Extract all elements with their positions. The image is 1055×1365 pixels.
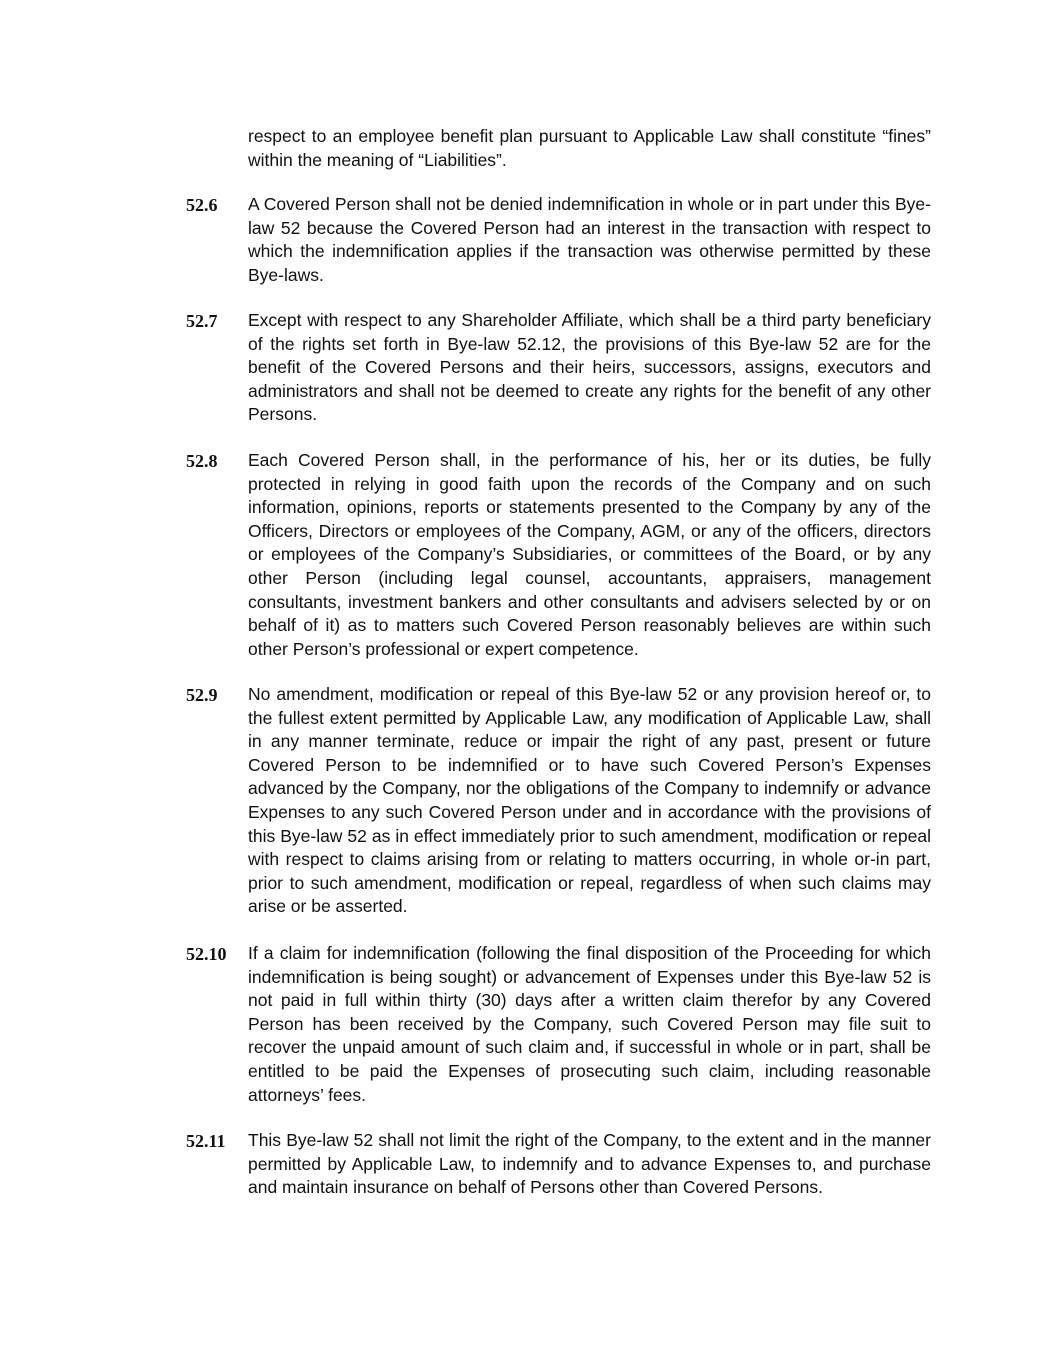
section-text: No amendment, modification or repeal of this Bye-law 52 or any provision hereof or, to the fullest extent permitted by Applicable Law, any modification of Applicable Law, shall in any manner terminate, reduce or impair the right of any past, present or future Covered Person to be indemnified or to have such Covered Person’s Expenses advanced by the Company, nor the obligations of the Company to indemnify or advance Expenses to any such Covered Person under and in accordance with the provisions of this Bye-law 52 as in effect immediately prior to such amendment, modification or repeal with respect to claims arising from or relating to matters occurring, in whole or-in part, prior to such amendment, modification or repeal, regardless of when such claims may arise or be asserted. bbox=[248, 684, 931, 917]
section-text: Each Covered Person shall, in the performance of his, her or its duties, be fully protected in relying in good faith upon the records of the Company and on such information, opinions, reports or statements presented to the Company by any of the Officers, Directors or employees of the Company, AGM, or any of the officers, directors or employees of the Company’s Subsidiaries, or committees of the Board, or by any other Person (including legal counsel, accountants, appraisers, management consultants, investment bankers and other consultants and advisers selected by or on behalf of it) as to matters such Covered Person reasonably believes are within such other Person’s professional or expert competence. bbox=[248, 450, 931, 659]
section-number: 52.6 bbox=[186, 195, 218, 215]
section-text: A Covered Person shall not be denied indemnification in whole or in part under this Bye-law 52 because the Covered Person had an interest in the transaction with respect to which the indemnification applies if the transaction was otherwise permitted by these Bye-laws. bbox=[248, 194, 931, 285]
section-number: 52.7 bbox=[186, 311, 218, 331]
section-number: 52.10 bbox=[186, 944, 227, 964]
section-text: If a claim for indemnification (following the final disposition of the Proceeding for which indemnification is being sought) or advancement of Expenses under this Bye-law 52 is not paid in full within thirty (30) days after a written claim therefor by any Covered Person has been received by the Company, such Covered Person may file suit to recover the unpaid amount of such claim and, if successful in whole or in part, shall be entitled to be paid the Expenses of prosecuting such claim, including reasonable attorneys’ fees. bbox=[248, 943, 931, 1105]
section-52-7 bbox=[186, 309, 931, 427]
section-52-11 bbox=[186, 1129, 931, 1200]
section-number: 52.8 bbox=[186, 451, 218, 471]
section-52-8 bbox=[186, 449, 931, 661]
section-text: This Bye-law 52 shall not limit the right of the Company, to the extent and in the manner permitted by Applicable Law, to indemnify and to advance Expenses to, and purchase and maintain insurance on behalf of Persons other than Covered Persons. bbox=[248, 1130, 931, 1198]
section-number: 52.9 bbox=[186, 685, 218, 705]
continuation-paragraph: respect to an employee benefit plan pursuant to Applicable Law shall constitute “fines” within the meaning of “Liabilities”. bbox=[248, 126, 931, 170]
section-52-6 bbox=[186, 193, 931, 287]
section-number: 52.11 bbox=[186, 1131, 226, 1151]
section-text: Except with respect to any Shareholder Affiliate, which shall be a third party beneficiary of the rights set forth in Bye-law 52.12, the provisions of this Bye-law 52 are for the benefit of the Covered Persons and their heirs, successors, assigns, executors and administrators and shall not be deemed to create any rights for the benefit of any other Persons. bbox=[248, 310, 931, 425]
section-52-10 bbox=[186, 942, 931, 1107]
section-52-9 bbox=[186, 683, 931, 919]
